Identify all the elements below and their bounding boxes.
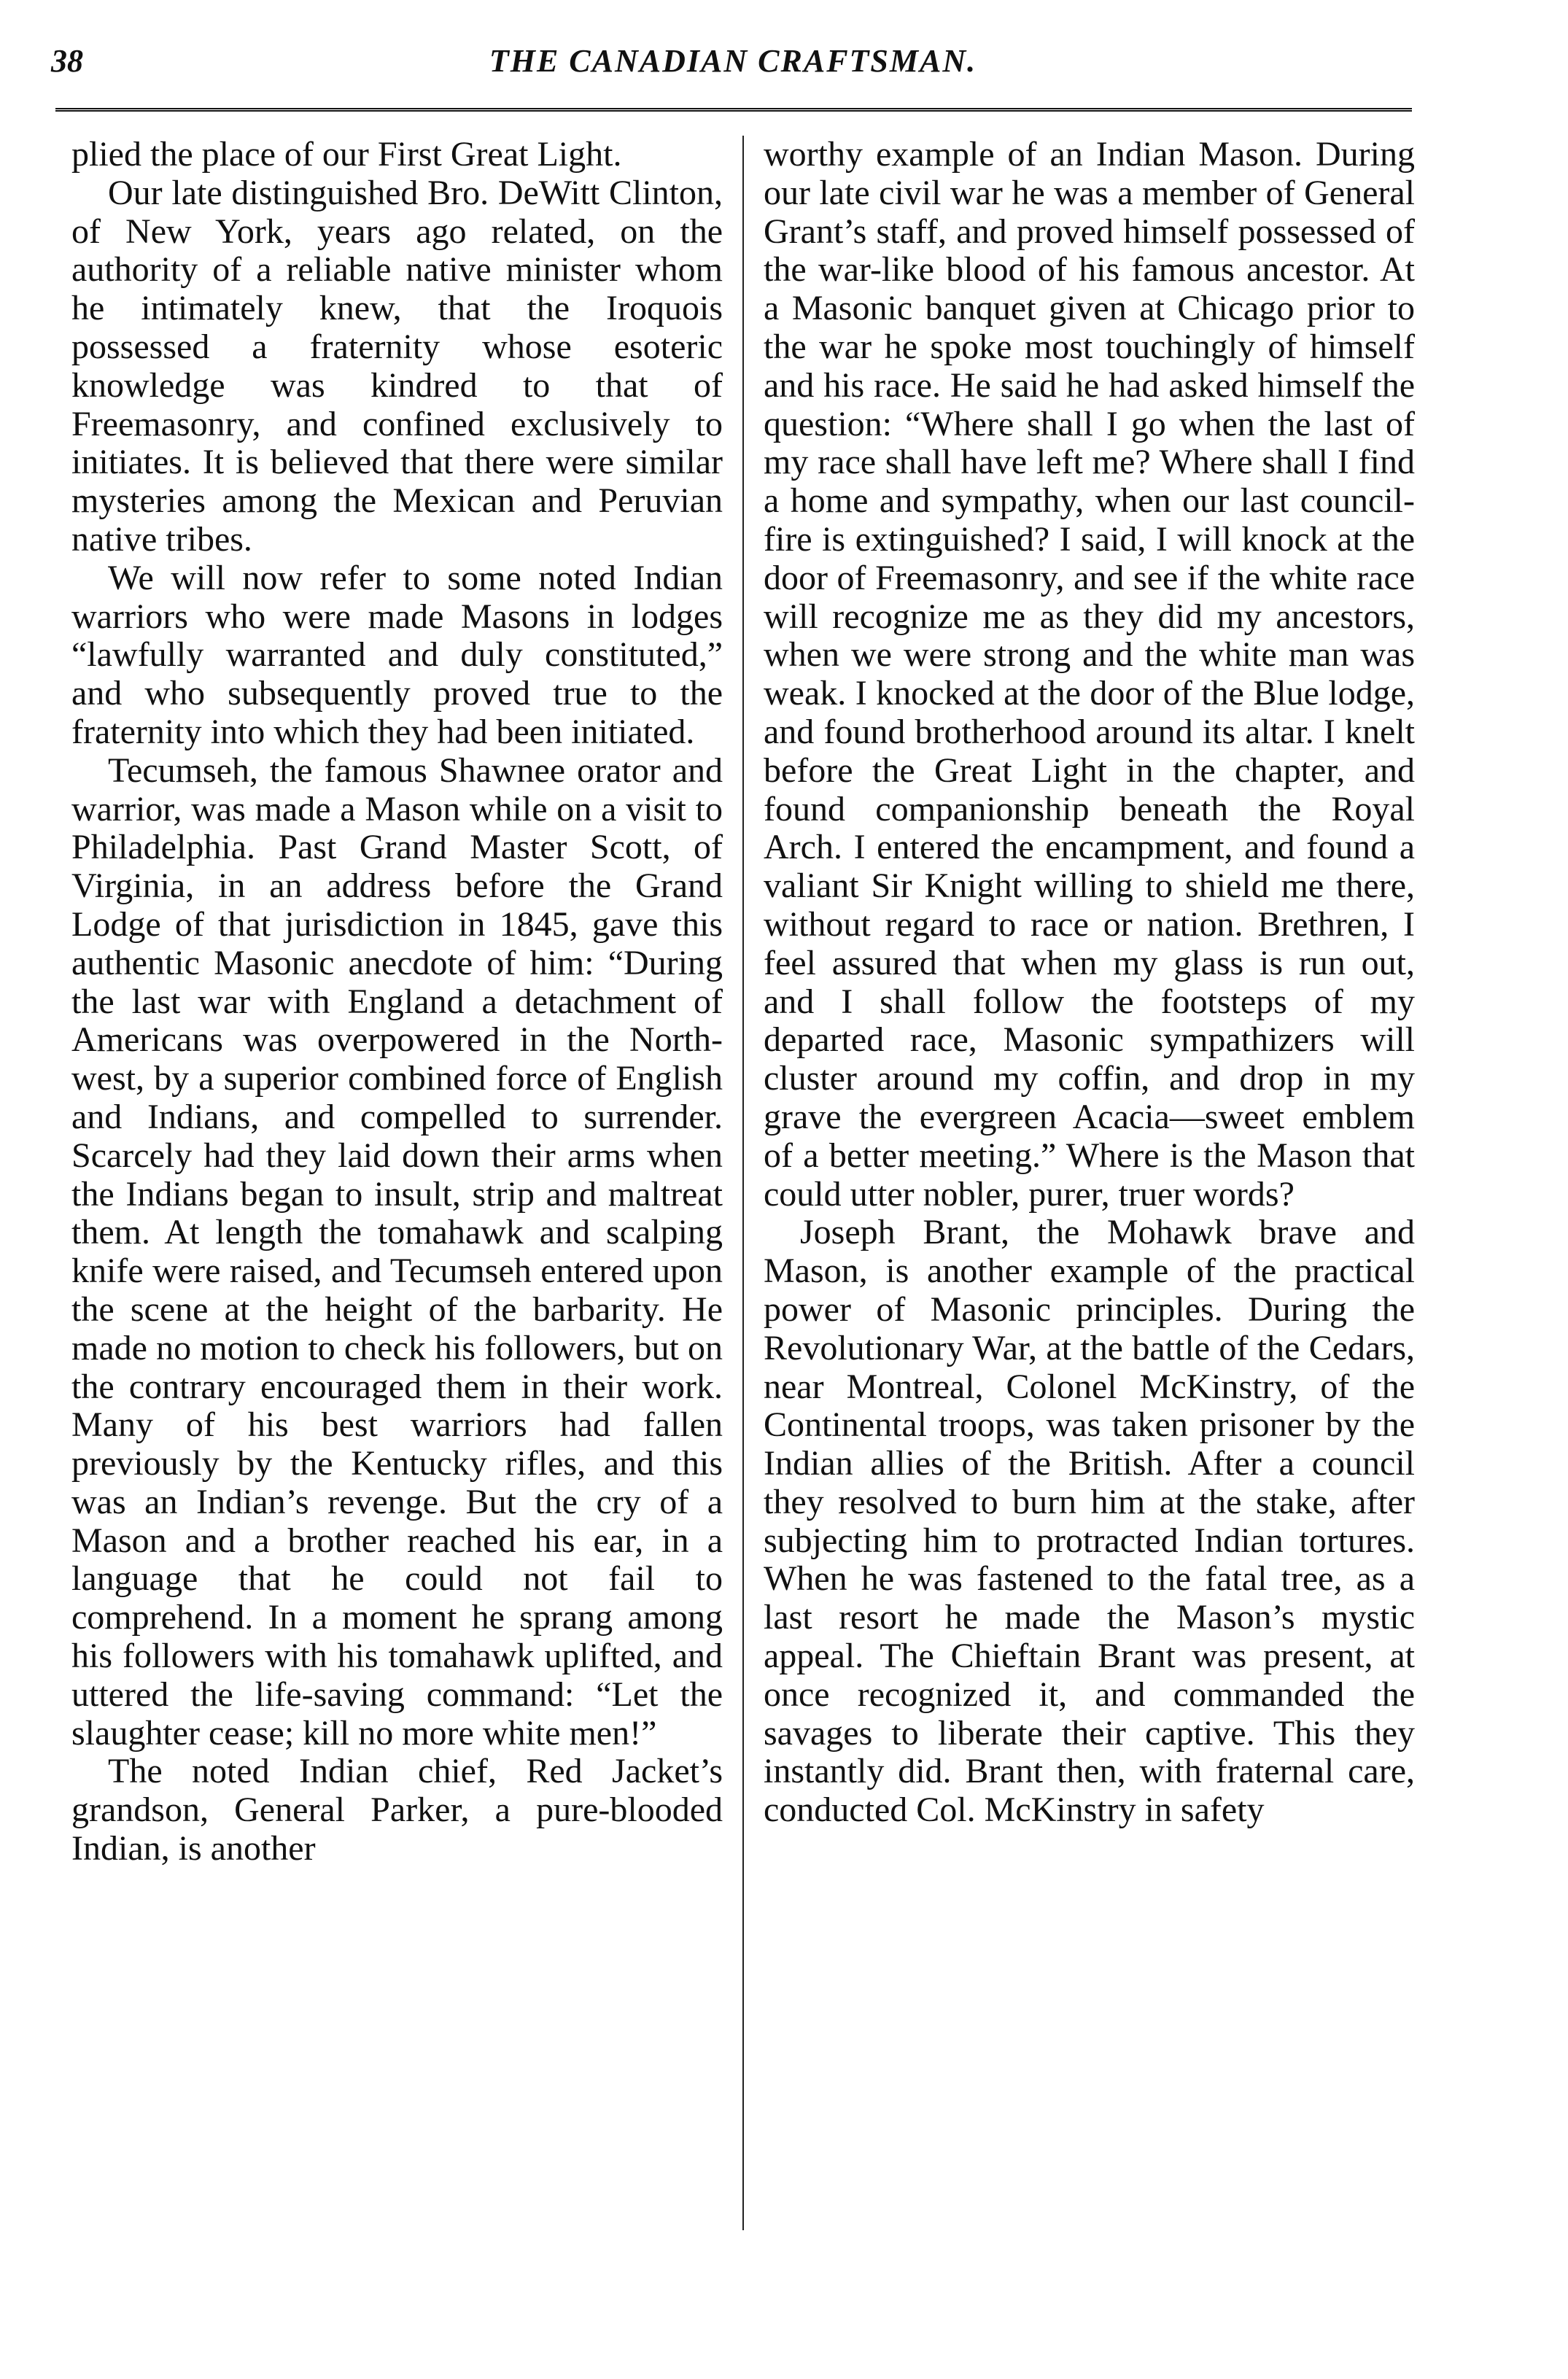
page-header — [51, 42, 1415, 93]
right-column — [764, 136, 1415, 2309]
left-paragraph: We will now refer to some noted Indian warriors who were made Masons in lodges “lawfully warranted and duly constituted,” and who subsequently proved true to the fraternity into which they had been initiated. — [71, 558, 723, 751]
header-rule — [55, 108, 1412, 112]
left-paragraph: Our late distinguished Bro. DeWitt Clinton, of New York, years ago related, on the authority of a reliable native minister whom he intimately knew, that the Iroquois possessed a fraternity whose esoteric knowledge was kindred to that of Freemasonry, and confined exclusively to initiates. It is believed that there were similar mysteries among the Mexican and Peruvian native tribes. — [71, 173, 723, 559]
left-paragraph: The noted Indian chief, Red Jacket’s grandson, General Parker, a pure-blooded Indian, is another — [71, 1752, 723, 1868]
left-paragraph: plied the place of our First Great Light. — [71, 136, 622, 174]
left-paragraph: Tecumseh, the famous Shawnee orator and warrior, was made a Mason while on a visit to Philadelphia. Past Grand Master Scott, of Virginia, in an address before the Grand Lodge of that jurisdiction in 1845, gave this authentic Masonic anecdote of him: “During the last war with England a detachment of Americans was overpowered in the North-west, by a superior combined force of English and Indians, and compelled to surrender. Scarcely had they laid down their arms when the Indians began to insult, strip and maltreat them. At length the tomahawk and scalping knife were raised, and Tecumseh entered upon the scene at the height of the barbarity. He made no motion to check his followers, but on the contrary encouraged them in their work. Many of his best warriors had fallen previously by the Kentucky rifles, and this was an Indian’s revenge. But the cry of a Mason and a brother reached his ear, in a language that he could not fail to comprehend. In a moment he sprang among his followers with his tomahawk uplifted, and uttered the life-saving command: “Let the slaughter cease; kill no more white men!” — [71, 750, 723, 1753]
left-column — [71, 136, 723, 2309]
right-paragraph: Joseph Brant, the Mohawk brave and Mason, is another example of the practical power of Masonic principles. During the Revolutionary War, at the battle of the Cedars, near Montreal, Colonel McKinstry, of the Continental troops, was taken prisoner by the Indian allies of the British. After a council they resolved to burn him at the stake, after subjecting him to protracted Indian tortures. When he was fastened to the fatal tree, as a last resort he made the Mason’s mystic appeal. The Chieftain Brant was present, at once recognized it, and commanded the savages to liberate their captive. This they instantly did. Brant then, with fraternal care, conducted Col. McKinstry in safety — [764, 1213, 1415, 1830]
column-divider — [742, 136, 744, 2230]
right-paragraph: worthy example of an Indian Mason. During our late civil war he was a member of General Grant’s staff, and proved himself possessed of the war-like blood of his famous ancestor. At a Masonic banquet given at Chicago prior to the war he spoke most touchingly of himself and his race. He said he had asked himself the question: “Where shall I go when the last of my race shall have left me? Where shall I find a home and sympathy, when our last council-fire is extinguished? I said, I will knock at the door of Freemasonry, and see if the white race will recognize me as they did my ancestors, when we were strong and the white man was weak. I knocked at the door of the Blue lodge, and found brotherhood around its altar. I knelt before the Great Light in the chapter, and found companionship beneath the Royal Arch. I entered the encampment, and found a valiant Sir Knight willing to shield me there, without regard to race or nation. Brethren, I feel assured that when my glass is run out, and I shall follow the footsteps of my departed race, Masonic sympathizers will cluster around my coffin, and drop in my grave the evergreen Acacia—sweet emblem of a better meeting.” Where is the Mason that could utter nobler, purer, truer words? — [764, 136, 1415, 1214]
running-title: THE CANADIAN CRAFTSMAN. — [489, 43, 977, 79]
page-number: 38 — [51, 43, 83, 79]
